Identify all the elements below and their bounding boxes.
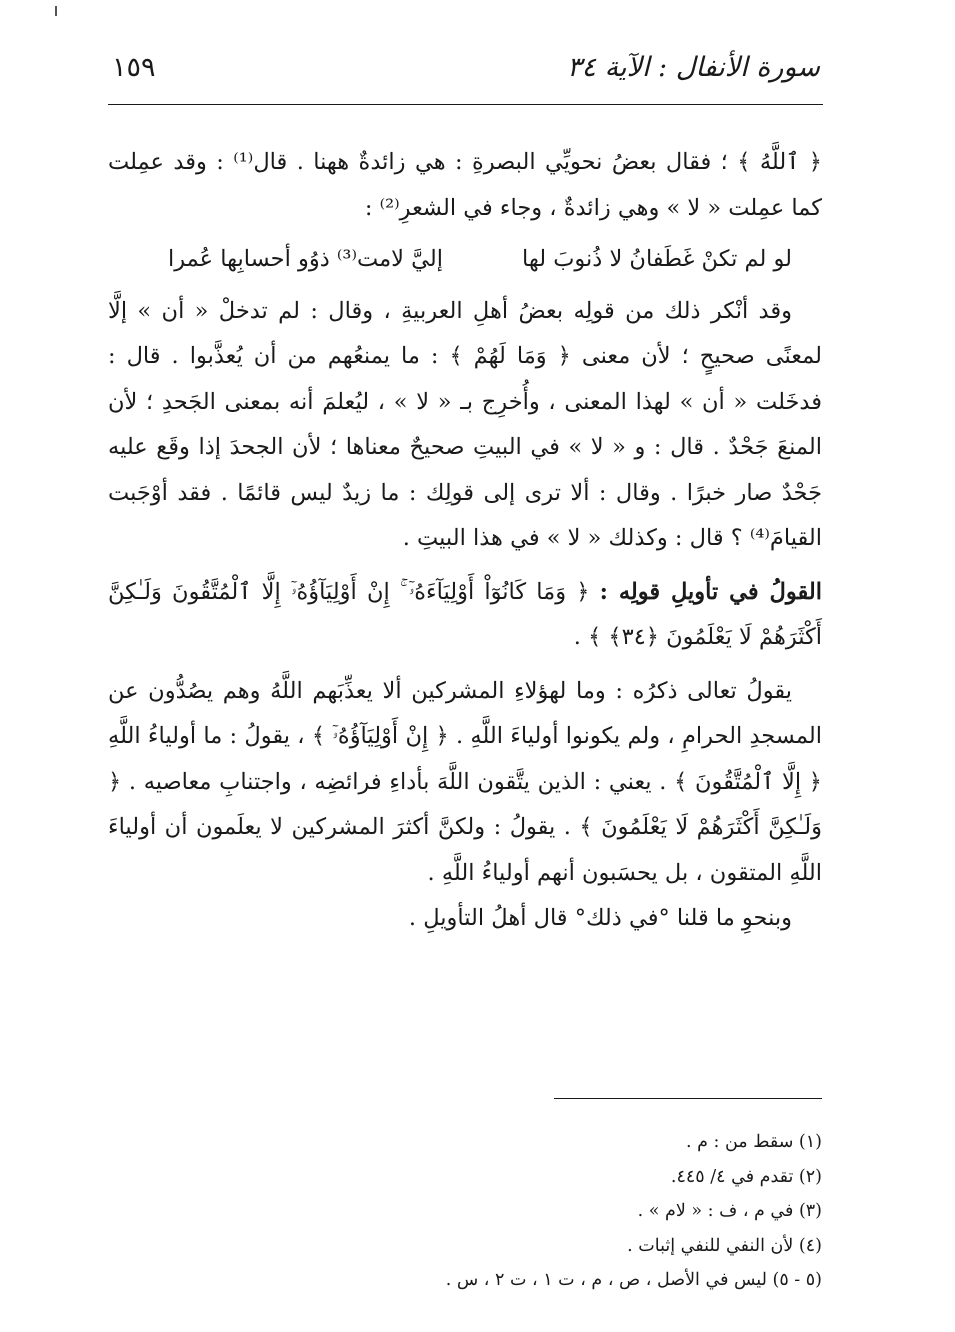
verse-hemistich-2: إليَّ لامت⁽³⁾ ذوُو أحسابِها عُمرا: [168, 246, 443, 272]
paragraph-1: ﴿ ٱللَّهُ ﴾ ؛ فقال بعضُ نحويِّي البصرةِ : هي زائدةٌ ههنا . قال⁽¹⁾ : وقد عمِلت كما عمِلت « لا » وهي زائدةٌ ، وجاء في الشعرِ⁽²⁾ :: [108, 149, 822, 221]
page-number: ١٥٩: [112, 52, 156, 83]
section-heading: [108, 570, 822, 661]
footnote-rule: [554, 1098, 822, 1099]
running-header: [112, 52, 820, 98]
paragraph-3: يقولُ تعالى ذكرُه : وما لهؤلاءِ المشركين ألا يعذِّبَهم اللَّهُ وهم يصُدُّون عن المسجدِ الحرامِ ، ولم يكونوا أولياءَ اللَّهِ . ﴿ إِنْ أَوْلِيَآؤُهُۥٓ ﴾ ، يقولُ : ما أولياءُ اللَّهِ ﴿ إِلَّا ٱلْمُتَّقُونَ ﴾ . يعني : الذين يتَّقون اللَّهَ بأداءِ فرائضِه ، واجتنابِ معاصيه . ﴿ وَلَـٰكِنَّ أَكْثَرَهُمْ لَا يَعْلَمُونَ ﴾ . يقولُ : ولكنَّ أكثرَ المشركين لا يعلَمون أن أولياءَ اللَّهِ المتقون ، بل يحسَبون أنهم أولياءُ اللَّهِ .: [108, 677, 822, 886]
verse-hemistich-1: لو لم تكنْ غَطَفانُ لا ذُنوبَ لها: [521, 246, 792, 272]
heading-label: القولُ في تأويلِ قولِه :: [599, 578, 822, 605]
footnote-2: (٢) تقدم في ٤/ ٤٤٥.: [670, 1166, 822, 1187]
main-text: [108, 140, 822, 942]
scan-mark: [55, 6, 57, 16]
heading-verse: ﴿ وَمَا كَانُوٓاْ أَوْلِيَآءَهُۥٓ ۚ إِنْ أَوْلِيَآؤُهُۥٓ إِلَّا ٱلْمُتَّقُونَ وَلَـٰكِنَّ أَكْثَرَهُمْ لَا يَعْلَمُونَ ﴿٣٤﴾ ﴾ .: [108, 578, 822, 650]
paragraph-4: وبنحوِ ما قلنا °في ذلك° قال أهلُ التأويلِ .: [408, 905, 792, 931]
footnote-5: (٥ - ٥) ليس في الأصل ، ص ، م ، ت ١ ، ت ٢ ، س .: [445, 1270, 822, 1290]
paragraph-2: وقد أنْكر ذلك من قولِه بعضُ أهلِ العربيةِ ، وقال : لم تدخلْ « أن » إلَّا لمعنًى صحيحٍ ؛ لأن معنى ﴿ وَمَا لَهُمْ ﴾ : ما يمنعُهم من أن يُعذَّبوا . قال : فدخَلت « أن » لهذا المعنى ، وأُخرِج بـ « لا » ، ليُعلمَ أنه بمعنى الجَحدِ ؛ لأن المنعَ جَحْدٌ . قال : و « لا » في البيتِ صحيحٌ معناها ؛ لأن الجحدَ إذا وقَع عليه جَحْدٌ صار خبرًا . وقال : ألا ترى إلى قولِك : ما زيدٌ ليس قائمًا . فقد أوْجَبت القيامَ⁽⁴⁾ ؟ قال : وكذلك « لا » في هذا البيتِ .: [108, 297, 822, 551]
footnote-3: (٣) في م ، ف : « لام » .: [637, 1201, 822, 1221]
footnote-1: (١) سقط من : م .: [686, 1132, 822, 1152]
poetry-verse: [108, 237, 822, 283]
header-rule: [108, 104, 823, 105]
footnotes: [300, 1125, 822, 1298]
footnote-4: (٤) لأن النفي للنفي إثبات .: [627, 1235, 822, 1256]
header-title: سورة الأنفال : الآية ٣٤: [566, 52, 820, 83]
